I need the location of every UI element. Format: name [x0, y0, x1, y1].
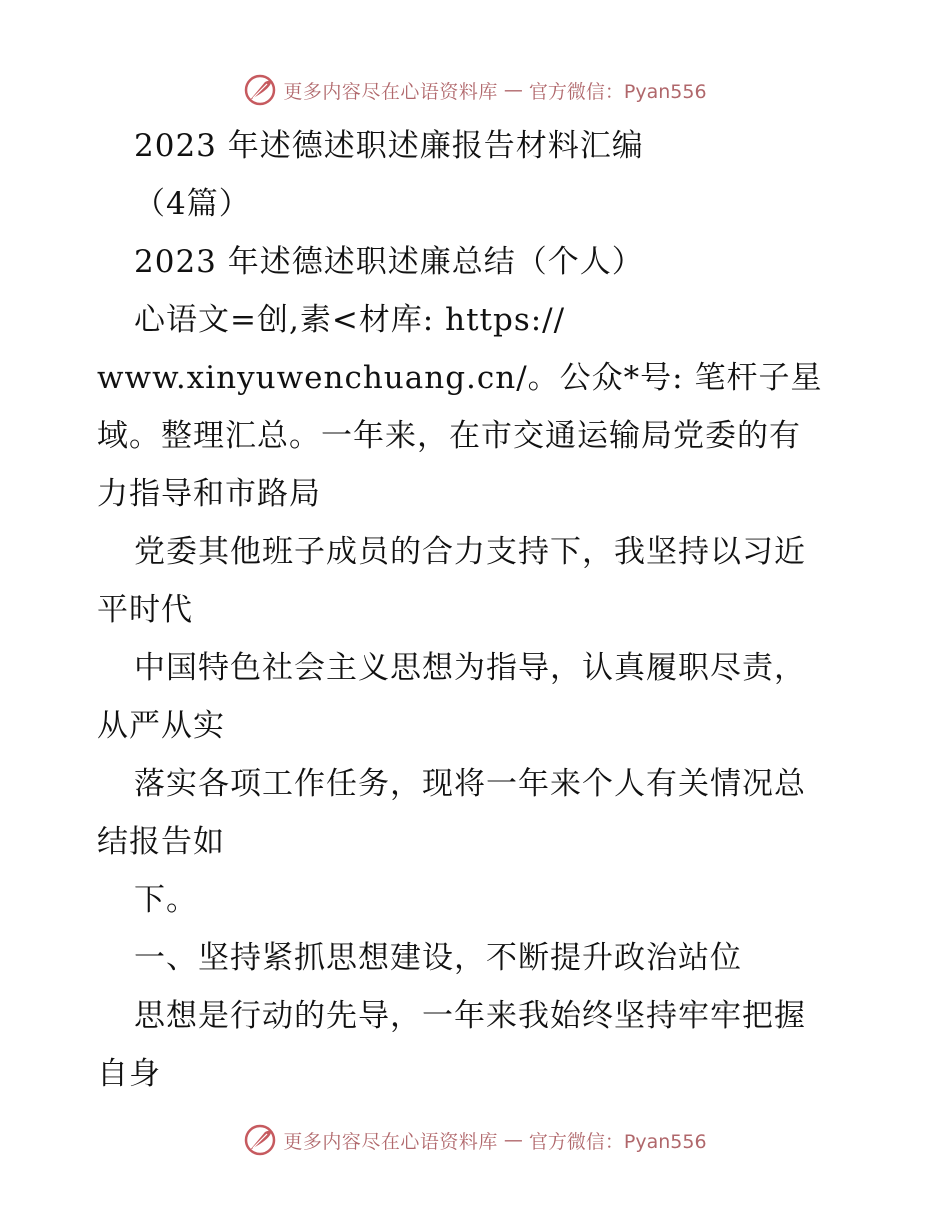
- text-line: 域。整理汇总。一年来，在市交通运输局党委的有: [97, 418, 801, 454]
- text-line: 中国特色社会主义思想为指导，认真履职尽责，: [134, 650, 806, 686]
- text-line: 心语文=创,素<材库: https://: [134, 302, 566, 338]
- text-line: 自身: [97, 1056, 161, 1092]
- text-line: 思想是行动的先导，一年来我始终坚持牢牢把握: [134, 998, 806, 1034]
- section-title: 2023 年述德述职述廉总结（个人）: [134, 244, 644, 280]
- text-line: 力指导和市路局: [97, 476, 321, 512]
- text-line: 下。: [134, 882, 198, 918]
- banner-wechat-text: 官方微信：Pyan556: [528, 80, 707, 103]
- footer-watermark-banner: [0, 1120, 950, 1160]
- banner-separator: —: [503, 79, 523, 101]
- text-line: 平时代: [97, 592, 193, 628]
- document-title-line: 2023 年述德述职述廉报告材料汇编: [134, 128, 644, 164]
- text-line: 从严从实: [97, 708, 225, 744]
- header-watermark-banner: [0, 70, 950, 110]
- section-heading: 一、坚持紧抓思想建设，不断提升政治站位: [134, 940, 742, 976]
- banner-wechat-text: 官方微信：Pyan556: [528, 1130, 707, 1153]
- banner-separator: —: [503, 1129, 523, 1151]
- banner-site-text: 更多内容尽在心语资料库: [283, 1130, 498, 1153]
- document-title-count: （4篇）: [134, 186, 251, 222]
- text-line: 党委其他班子成员的合力支持下，我坚持以习近: [134, 534, 806, 570]
- text-line: 结报告如: [97, 824, 225, 860]
- banner-site-text: 更多内容尽在心语资料库: [283, 80, 498, 103]
- text-line: 落实各项工作任务，现将一年来个人有关情况总: [134, 766, 806, 802]
- feather-pen-logo-icon: [243, 73, 277, 107]
- feather-pen-logo-icon: [243, 1123, 277, 1157]
- text-line: www.xinyuwenchuang.cn/。公众*号: 笔杆子星: [97, 360, 823, 396]
